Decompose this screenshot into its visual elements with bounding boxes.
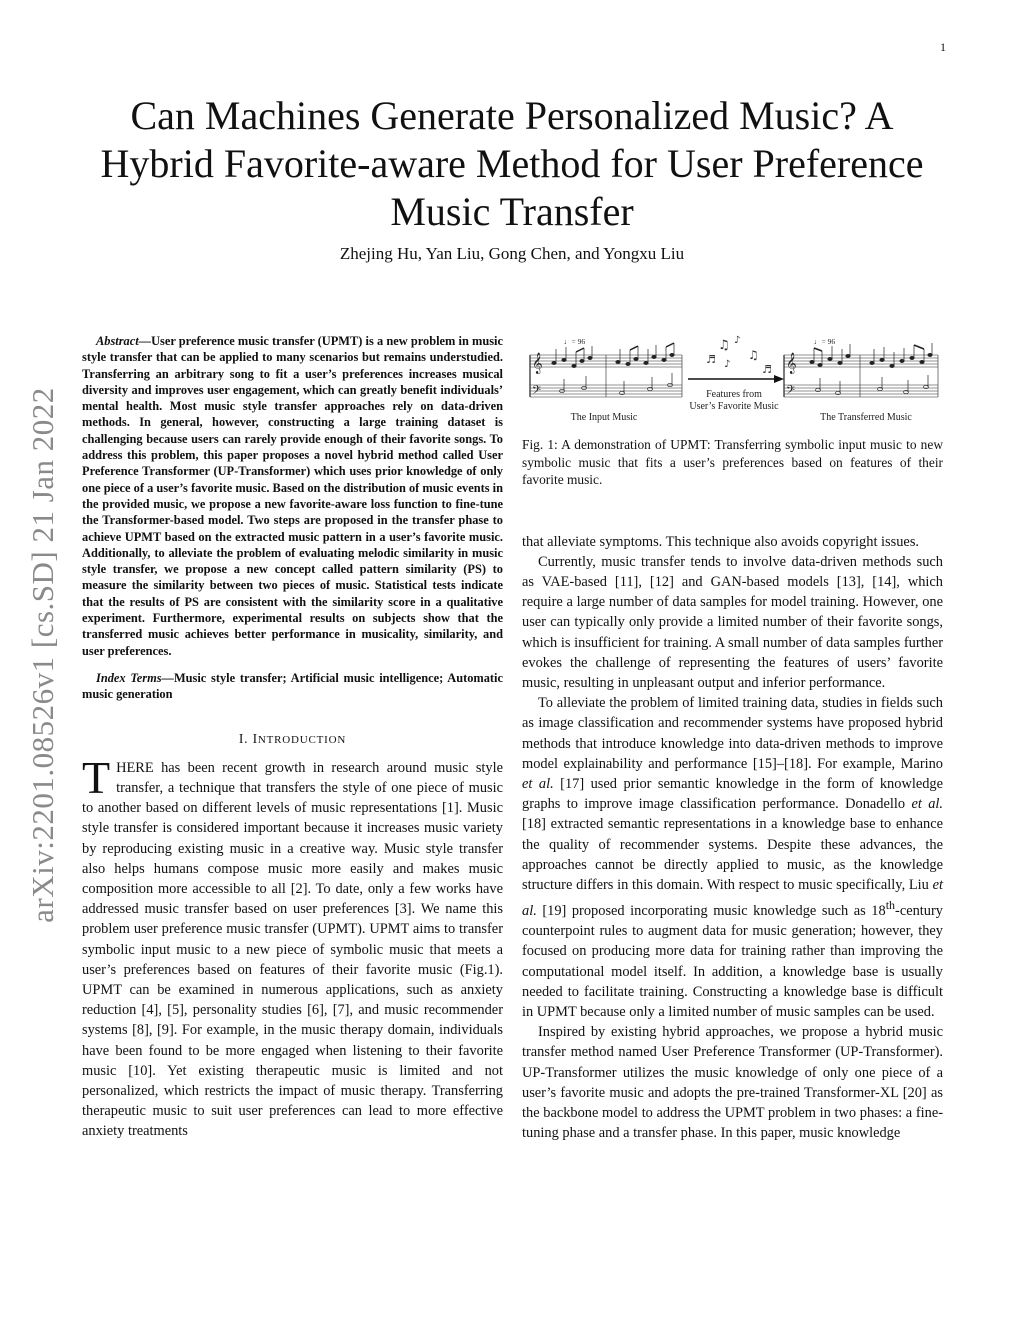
section-number: I.: [238, 730, 249, 746]
svg-text:𝄢: 𝄢: [786, 384, 796, 400]
page-number: 1: [940, 40, 946, 54]
svg-text:♪: ♪: [734, 335, 741, 346]
abstract-label: Abstract—: [96, 334, 152, 348]
p3-etal-1: et al.: [522, 775, 554, 792]
abstract-text: User preference music transfer (UPMT) is a new problem in music style transfer that can be applied to many scenarios but remains understudied. Transferring an arbitrary song to fit a user’s preferences increases musical diversity and improves user engagement, which can greatly benefit individuals’ mental health. Most music style transfer approaches rely on data-driven methods. In general, however, constructing a large training dataset is challenging because users can rarely provide enough of their favorite songs. To address this problem, this paper proposes a novel hybrid method called User Preference Transformer (UP-Transformer) which uses prior knowledge of only one piece of a user’s favorite music. Based on the distribution of music events in the provided music, we propose a new favorite-aware loss function to fine-tune the Transformer-based model. Two steps are proposed in the transfer phase to achieve UPMT based on the extracted music pattern in a user’s favorite music. Additionally, to alleviate the problem of evaluating melodic similarity in music style transfer, we propose a new concept called pattern similarity (PS) to measure the similarity between two pieces of music. Statistical tests indicate that the results of PS are consistent with the similarity score in a qualitative experiment. Furthermore, experimental results on subjects show that the transferred music achieves better performance in musicality, similarity, and user preferences.: [82, 334, 503, 658]
section-title-first: I: [252, 730, 258, 746]
left-column: [82, 333, 503, 1142]
intro-paragraph-1-continued: that alleviate symptoms. This technique also avoids copyright issues.: [522, 533, 920, 550]
figure-1: [522, 333, 943, 431]
label-transferred-music: The Transferred Music: [820, 412, 912, 423]
svg-text:𝄞: 𝄞: [532, 353, 543, 374]
svg-text:♬: ♬: [762, 363, 772, 376]
dropcap: T: [82, 751, 111, 803]
label-input-music: The Input Music: [570, 412, 638, 423]
music-transfer-diagram: [522, 333, 943, 431]
section-title-rest: NTRODUCTION: [257, 733, 347, 746]
music-notes-icon: [706, 335, 772, 376]
abstract: [82, 333, 503, 659]
svg-text:𝄞: 𝄞: [786, 353, 797, 374]
figure-caption: Fig. 1: A demonstration of UPMT: Transferring symbolic input music to new symbolic music that fits a user’s preferences based on features of their favorite music.: [522, 437, 943, 487]
index-terms-text: Music style transfer; Artificial music intelligence; Automatic music generation: [82, 670, 503, 702]
svg-text:♫: ♫: [718, 338, 730, 353]
index-terms: [82, 670, 503, 703]
p3-c: [18] extracted semantic representations in a knowledge base to enhance the quality of recommender systems. Despite these advances, the approaches cannot be directly applied to music, as the knowledge structure differs in this domain. With respect to music specifically, Liu: [522, 816, 943, 893]
p3-etal-2: et al.: [911, 796, 943, 813]
intro-paragraph-1: [82, 751, 503, 1142]
right-column: [522, 333, 943, 1143]
label-features-line1: Features from: [706, 389, 762, 400]
svg-text:♬: ♬: [706, 353, 716, 366]
index-terms-label: Index Terms—: [96, 670, 174, 685]
p3-a: To alleviate the problem of limited training data, studies in fields such as image classification and recommender systems have proposed hybrid methods that introduce knowledge into data-driven methods to improve model explainability and performance [15]–[18]. For example, Marino: [522, 695, 943, 772]
intro-p1-text: has been recent growth in research around music style transfer, a technique that transfers the style of one piece of music to another based on different levels of music representations [1]. Music style transfer is considered important because it increases music variety by reproducing existing music in a creative way. Music style transfer also helps humans compose music more easily and makes music composition more accessible to all [2]. To date, only a few works have addressed music transfer based on user preferences [3]. We name this problem user preference music transfer (UPMT). UPMT aims to transfer symbolic input music to a new piece of symbolic music that meets a user’s preferences based on features of their favorite music (Fig.1). UPMT can be examined in numerous applications, such as anxiety reduction [4], [5], personality studies [6], [7], and music recommender systems [8], [9]. For example, in the music therapy domain, individuals have been found to be more engaged when listening to their favorite music [10]. Yet existing therapeutic music is limited and not personalized, which restricts the impact of music therapy. Transferring therapeutic music to suit user preferences can lead to more effective anxiety treatments: [82, 759, 503, 1140]
tempo-right: ♩= 96: [814, 337, 836, 346]
p3-d: [19] proposed incorporating music knowledge such as 18: [536, 902, 886, 919]
output-score: [784, 355, 938, 397]
p3-superscript: th: [885, 898, 896, 913]
label-features-line2: User’s Favorite Music: [689, 401, 779, 412]
section-heading-introduction: [82, 729, 503, 750]
arxiv-id: arXiv:2201.08526v1 [cs.SD] 21 Jan 2022: [25, 387, 60, 923]
right-body: [522, 532, 943, 1144]
p3-etal-3: et al.: [522, 876, 943, 919]
authors: Zhejing Hu, Yan Liu, Gong Chen, and Yongxu Liu: [339, 244, 685, 263]
svg-text:♫: ♫: [748, 348, 759, 362]
p3-e: -century counterpoint rules to augment data for music generation; however, they focused on producing more data for training rather than improving the computational model itself. In addition, a knowledge base is usually needed to facilitate training. Constructing a knowledge base is difficult in UPMT because only a limited number of music samples can be used.: [522, 902, 943, 1020]
svg-text:♪: ♪: [724, 359, 731, 370]
intro-paragraph-4: Inspired by existing hybrid approaches, we propose a hybrid music transfer method named User Preference Transformer (UP-Transformer). UP-Transformer utilizes the music knowledge of only one piece of a user’s favorite music and adopts the pre-trained Transformer-XL [20] as the backbone model to address the UPMT problem in two phases: a fine-tuning phase and a transfer phase. In this paper, music knowledge: [522, 1024, 943, 1142]
first-word-rest: HERE: [116, 759, 154, 776]
intro-paragraph-2: Currently, music transfer tends to involve data-driven methods such as VAE-based [11], [12] and GAN-based models [13], [14], which require a large number of data samples for model training. However, one user can typically only provide a limited number of their favorite songs, which is insufficient for training. A small number of data samples further evokes the challenge of representing the features of users’ favorite music, resulting in unpleasant output and inferior performance.: [522, 553, 943, 691]
transfer-arrow-icon: [688, 375, 784, 383]
intro-paragraph-3: [522, 693, 943, 1022]
paper-title: Can Machines Generate Personalized Music? A Hybrid Favorite-aware Method for User Preference Music Transfer: [100, 93, 924, 234]
p3-b: [17] used prior semantic knowledge in the form of knowledge graphs to improve image classification performance. Donadello: [522, 775, 944, 813]
svg-text:𝄢: 𝄢: [532, 384, 542, 400]
arxiv-stamp: [20, 360, 66, 950]
tempo-left: ♩= 96: [564, 337, 586, 346]
